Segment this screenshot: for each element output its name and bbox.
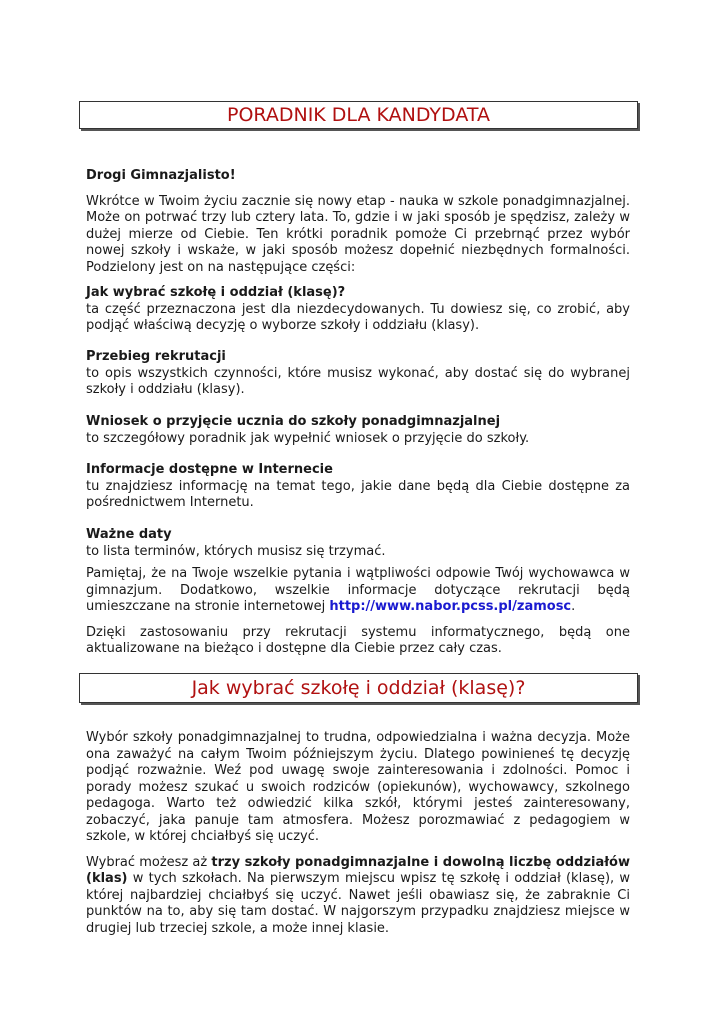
nabor-link[interactable]: http://www.nabor.pcss.pl/zamosc — [329, 599, 572, 614]
remember-paragraph — [86, 566, 630, 616]
section-text: to lista terminów, których musisz się trzymać. — [86, 543, 386, 559]
section-item — [86, 527, 630, 560]
section-item — [86, 462, 630, 512]
remember-block — [86, 566, 630, 658]
section2-paragraph-1: Wybór szkoły ponadgimnazjalnej to trudna, odpowiedzialna i ważna decyzja. Może ona zaważyć na całym Twoim późniejszym życiu. Dlatego powinieneś tę decyzję podjąć rozważnie. Weź pod uwagę swoje zainteresowania i zdolności. Pomoc i porady możesz szukać u swoich rodziców (opiekunów), wychowawcy, szkolnego pedagoga. Warto też odwiedzić kilka szkół, którymi jesteś zainteresowany, zobaczyć, jaka panuje tam atmosfera. Możesz porozmawiać z pedagogiem w szkole, w której chciałbyś się uczyć. — [86, 730, 630, 844]
page-title: PORADNIK DLA KANDYDATA — [79, 101, 638, 129]
section-item — [86, 285, 630, 335]
p2-start: Wybrać możesz aż — [86, 854, 208, 870]
section-title: Jak wybrać szkołę i oddział (klasę)? — [79, 673, 638, 703]
section-item — [86, 349, 630, 399]
intro-paragraph: Wkrótce w Twoim życiu zacznie się nowy etap - nauka w szkole ponadgimnazjalnej. Może on potrwać trzy lub cztery lata. To, gdzie i w jaki sposób je spędzisz, zależy w dużej mierze od Ciebie. Ten krótki poradnik pomoże Ci przebrnąć przez wybór nowej szkoły i wskaże, w jaki sposób możesz dopełnić niezbędnych formalności. Podzielony jest on na następujące części: — [86, 193, 630, 275]
section2-body — [86, 730, 630, 937]
intro-block — [86, 168, 630, 276]
section-text: tu znajdziesz informację na temat tego, jakie dane będą dla Ciebie dostępne za pośrednictwem Internetu. — [86, 478, 630, 510]
section-text: to szczegółowy poradnik jak wypełnić wniosek o przyjęcie do szkoły. — [86, 430, 530, 446]
section-text: ta część przeznaczona jest dla niezdecydowanych. Tu dowiesz się, co zrobić, aby podjąć właściwą decyzję o wyborze szkoły i oddziału (klasy). — [86, 301, 630, 333]
p2-bold: trzy szkoły ponadgimnazjalne i dowolną liczbę oddziałów (klas) — [86, 854, 630, 886]
section-heading: Przebieg rekrutacji — [86, 349, 226, 364]
section-heading: Jak wybrać szkołę i oddział (klasę)? — [86, 285, 346, 300]
system-note: Dzięki zastosowaniu przy rekrutacji systemu informatycznego, będą one aktualizowane na bieżąco i dostępne dla Ciebie przez cały czas. — [86, 624, 630, 656]
remember-end: . — [571, 599, 576, 614]
section-heading: Informacje dostępne w Internecie — [86, 462, 333, 477]
section-heading: Ważne daty — [86, 527, 172, 542]
remember-text: Pamiętaj, że na Twoje wszelkie pytania i wątpliwości odpowie Twój wychowawca w gimnazjum. Dodatkowo, wszelkie informacje dotyczące rekrutacji będą umieszczane na stronie internetowej — [86, 566, 630, 614]
p2-end: w tych szkołach. Na pierwszym miejscu wpisz tę szkołę i oddział (klasę), w której najbardziej chciałbyś się uczyć. Nawet jeśli obawiasz się, że zabraknie Ci punktów na to, aby się tam dostać. W najgorszym przypadku znajdziesz miejsce w drugiej lub trzeciej szkole, a może innej klasie. — [86, 871, 630, 936]
section-item — [86, 414, 630, 447]
section-heading: Wniosek o przyjęcie ucznia do szkoły ponadgimnazjalnej — [86, 414, 501, 429]
greeting: Drogi Gimnazjalisto! — [86, 168, 236, 183]
section-text: to opis wszystkich czynności, które musisz wykonać, aby dostać się do wybranej szkoły i oddziału (klasy). — [86, 365, 630, 397]
section2-paragraph-2 — [86, 855, 630, 938]
